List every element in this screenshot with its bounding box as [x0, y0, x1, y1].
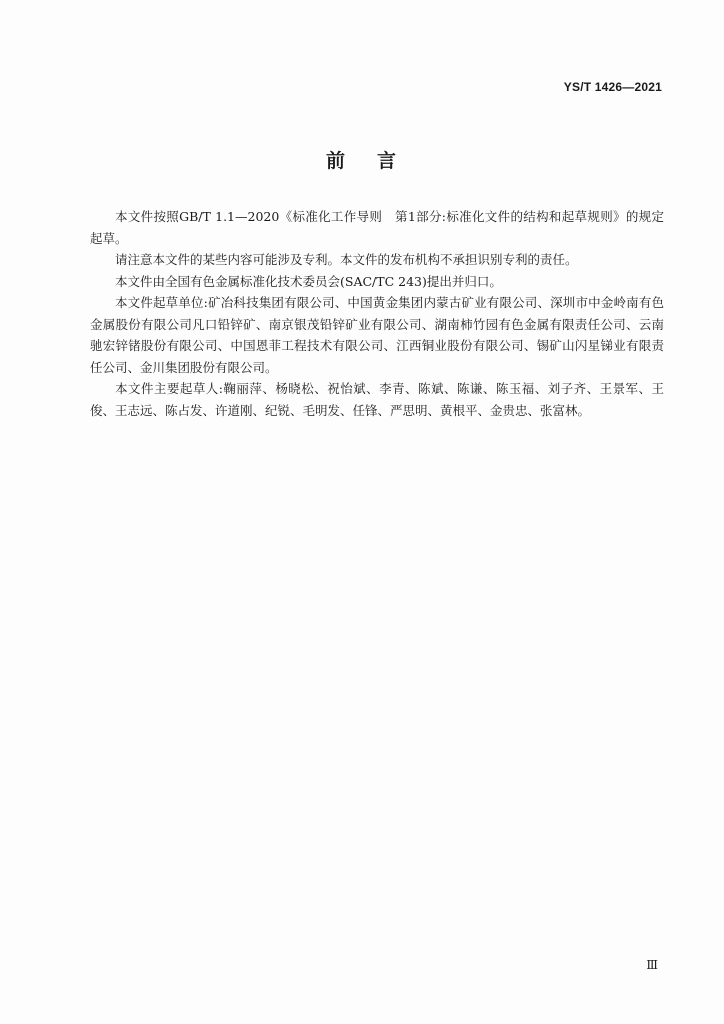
paragraph-patent-notice: 请注意本文件的某些内容可能涉及专利。本文件的发布机构不承担识别专利的责任。: [115, 252, 578, 267]
page-title: [0, 146, 724, 173]
paragraph-drafting-units: 本文件起草单位:矿冶科技集团有限公司、中国黄金集团内蒙古矿业有限公司、深圳市中金岭南有色金属股份有限公司凡口铅锌矿、南京银茂铅锌矿业有限公司、湖南柿竹园有色金属有限责任公司、云南驰宏锌锗股份有限公司、中国恩菲工程技术有限公司、江西铜业股份有限公司、锡矿山闪星锑业有限责任公司、金川集团股份有限公司。: [90, 295, 664, 375]
title-char-2: 言: [377, 150, 399, 172]
paragraph-drafters: 本文件主要起草人:鞠丽萍、杨晓松、祝怡斌、李青、陈斌、陈谦、陈玉福、刘子齐、王景军、王俊、王志远、陈占发、许道刚、纪锐、毛明发、任锋、严思明、黄根平、金贵忠、张富林。: [90, 381, 664, 418]
page-number: Ⅲ: [646, 958, 658, 972]
paragraph-proposer: 本文件由全国有色金属标准化技术委员会(SAC/TC 243)提出并归口。: [115, 273, 502, 289]
paragraph-drafting-rules: 本文件按照GB/T 1.1—2020《标准化工作导则 第1部分:标准化文件的结构和起草规则》的规定起草。: [90, 209, 664, 246]
title-char-1: 前: [325, 150, 347, 172]
standard-number: YS/T 1426—2021: [563, 80, 662, 94]
foreword-body: [90, 206, 664, 421]
